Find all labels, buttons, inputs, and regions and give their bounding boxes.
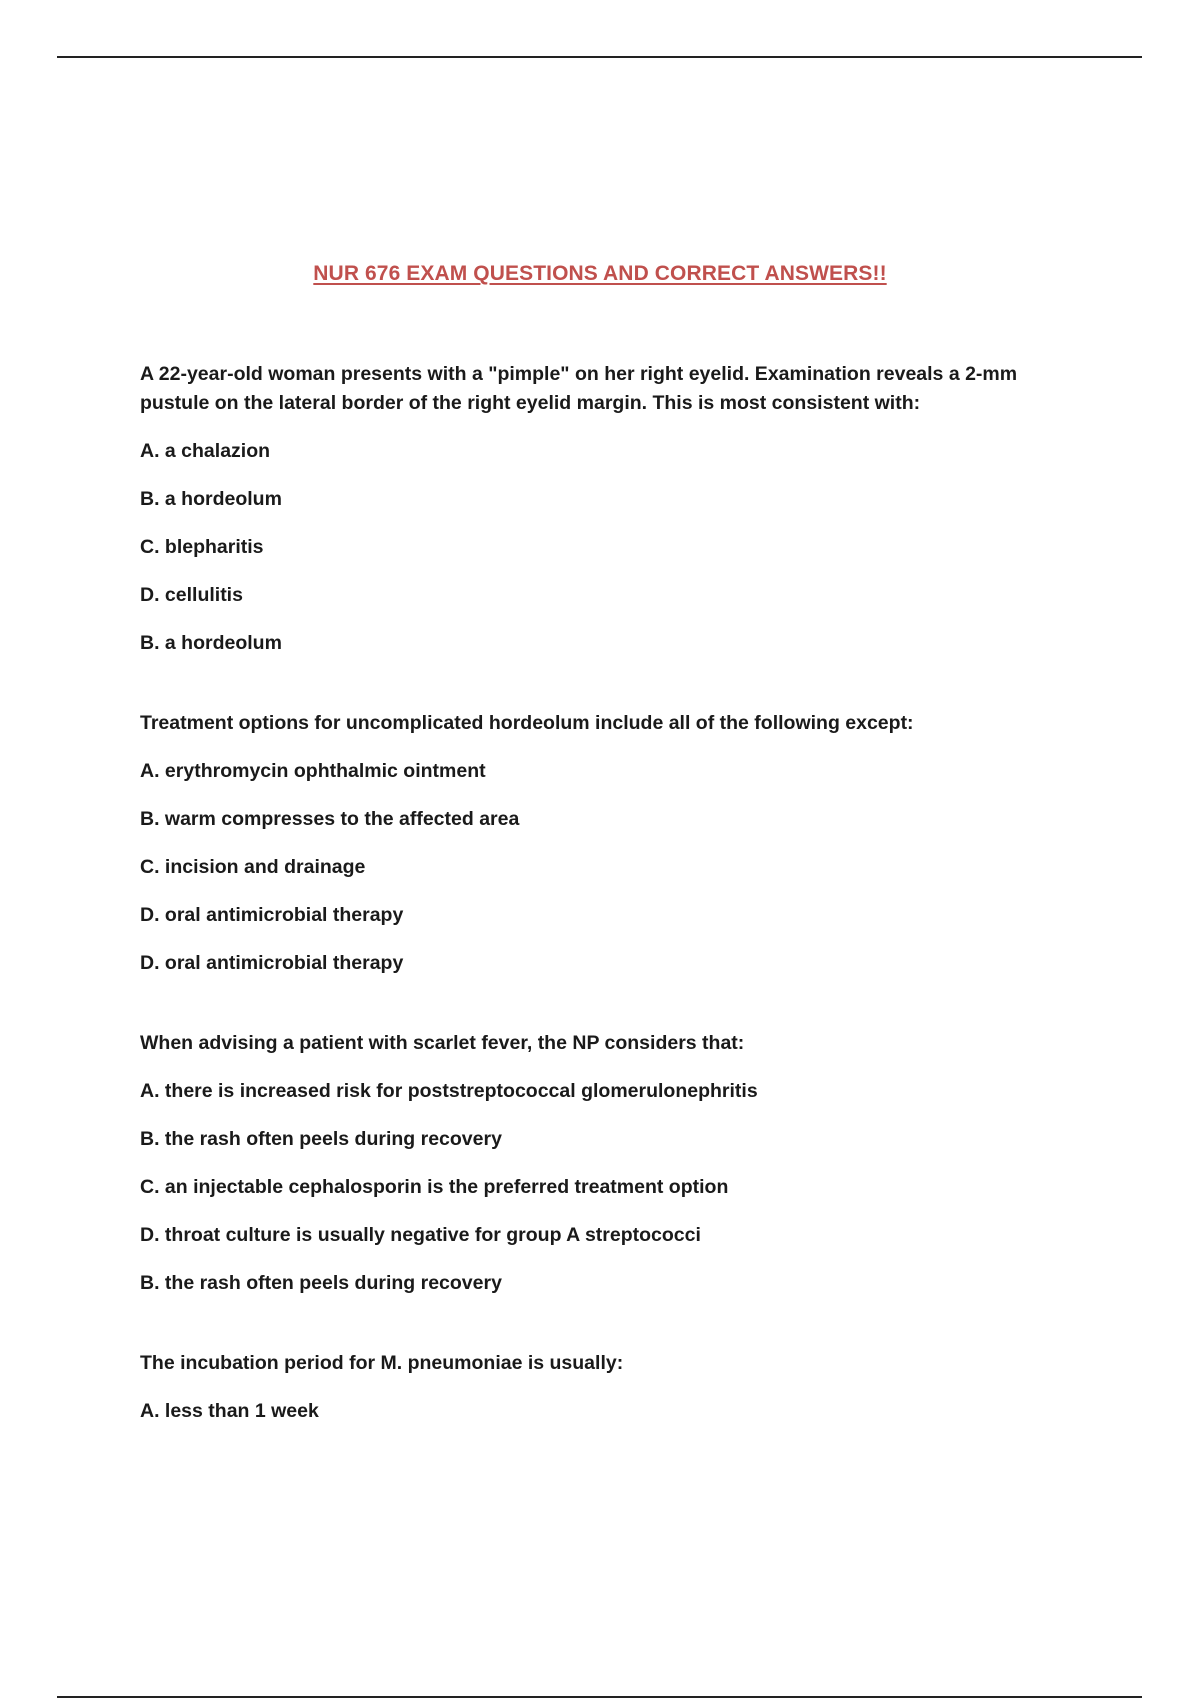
correct-answer: B. a hordeolum bbox=[140, 632, 282, 654]
correct-answer: B. the rash often peels during recovery bbox=[140, 1272, 502, 1294]
answer-option: A. less than 1 week bbox=[140, 1400, 319, 1422]
question-text: When advising a patient with scarlet fever, the NP considers that: bbox=[140, 1032, 745, 1054]
answer-option: C. an injectable cephalosporin is the preferred treatment option bbox=[140, 1176, 729, 1198]
answer-option: A. there is increased risk for poststreptococcal glomerulonephritis bbox=[140, 1080, 758, 1102]
answer-option: C. incision and drainage bbox=[140, 856, 366, 878]
question-block bbox=[140, 1029, 1075, 1298]
answer-option: D. oral antimicrobial therapy bbox=[140, 904, 404, 926]
answer-option: A. a chalazion bbox=[140, 440, 271, 462]
answer-option: D. throat culture is usually negative for group A streptococci bbox=[140, 1224, 701, 1246]
answer-option: B. the rash often peels during recovery bbox=[140, 1128, 502, 1150]
answer-option: A. erythromycin ophthalmic ointment bbox=[140, 760, 486, 782]
question-text: Treatment options for uncomplicated hordeolum include all of the following except: bbox=[140, 712, 914, 734]
answer-option: B. warm compresses to the affected area bbox=[140, 808, 520, 830]
header-rule bbox=[57, 56, 1142, 58]
question-list bbox=[140, 360, 1075, 1445]
document-title: NUR 676 EXAM QUESTIONS AND CORRECT ANSWERS!! bbox=[313, 262, 887, 285]
question-block bbox=[140, 1349, 1075, 1426]
footer-rule bbox=[57, 1696, 1142, 1698]
correct-answer: D. oral antimicrobial therapy bbox=[140, 952, 404, 974]
answer-option: B. a hordeolum bbox=[140, 488, 282, 510]
answer-option: D. cellulitis bbox=[140, 584, 243, 606]
answer-option: C. blepharitis bbox=[140, 536, 264, 558]
question-block bbox=[140, 360, 1075, 658]
question-text: A 22-year-old woman presents with a "pimple" on her right eyelid. Examination reveals a 2-mm pustule on the lateral border of the right eyelid margin. This is most consistent with: bbox=[140, 363, 1018, 414]
question-text: The incubation period for M. pneumoniae is usually: bbox=[140, 1352, 624, 1374]
question-block bbox=[140, 709, 1075, 978]
